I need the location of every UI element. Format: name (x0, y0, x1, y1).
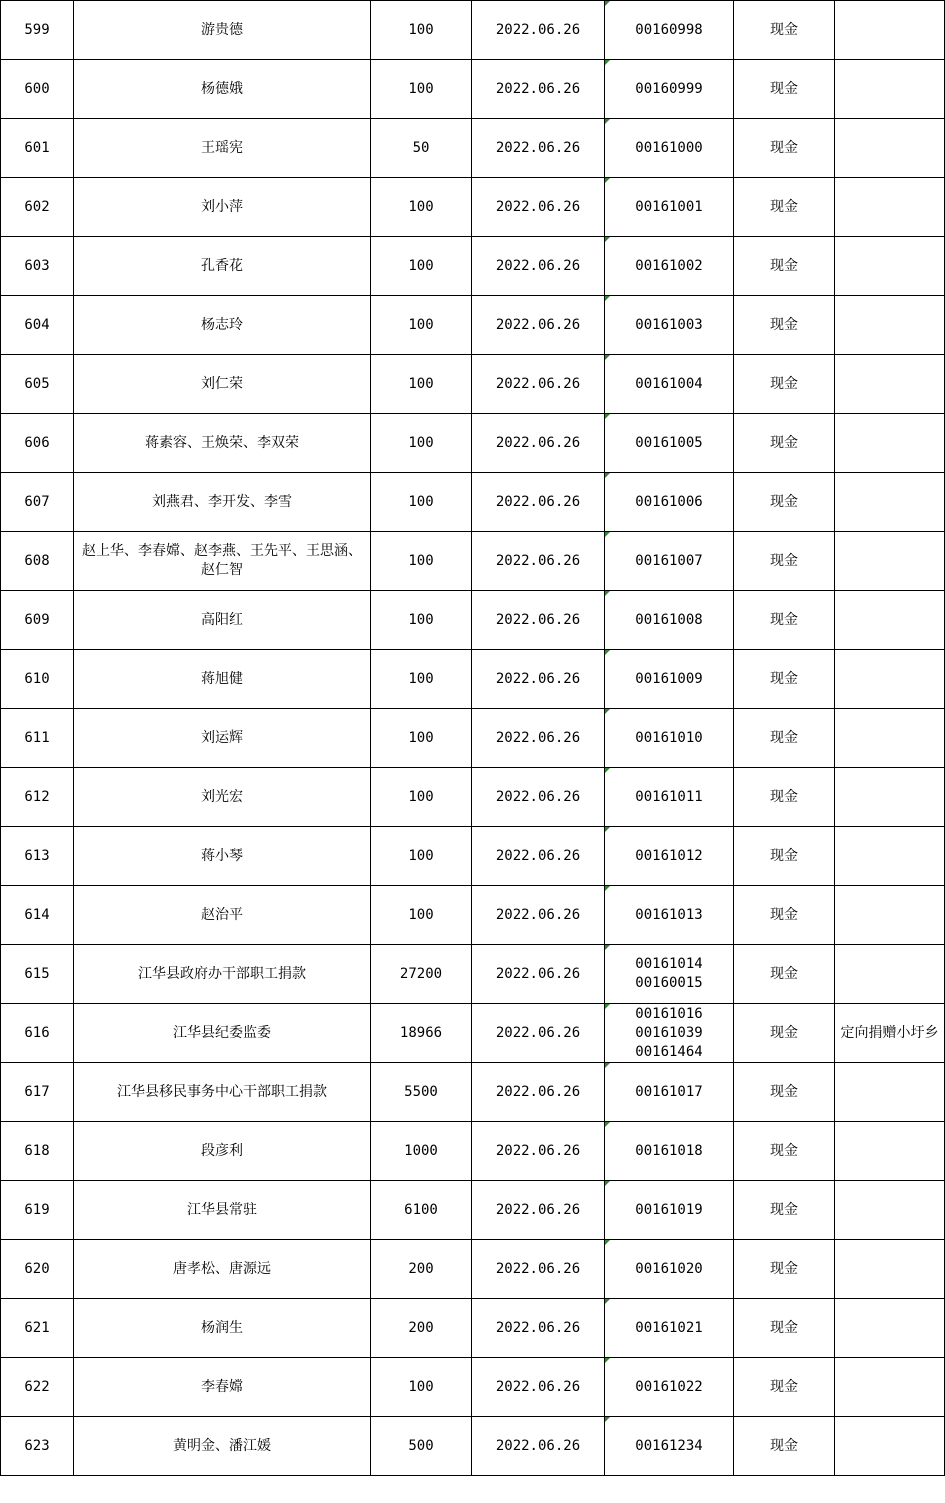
cell-donor-name[interactable]: 游贵德 (74, 1, 371, 60)
cell-receipt-number[interactable] (605, 650, 734, 709)
cell-date[interactable]: 2022.06.26 (472, 827, 605, 886)
cell-payment-method[interactable]: 现金 (734, 1122, 835, 1181)
cell-receipt-number[interactable] (605, 178, 734, 237)
cell-donor-name[interactable]: 杨德娥 (74, 60, 371, 119)
cell-date[interactable]: 2022.06.26 (472, 709, 605, 768)
cell-donor-name[interactable]: 高阳红 (74, 591, 371, 650)
cell-amount[interactable]: 100 (371, 768, 472, 827)
cell-flag-icon (605, 414, 610, 419)
cell-date[interactable]: 2022.06.26 (472, 178, 605, 237)
table-row (1, 1122, 945, 1181)
cell-flag-icon (605, 60, 610, 65)
cell-donor-name[interactable]: 蒋旭健 (74, 650, 371, 709)
cell-date[interactable]: 2022.06.26 (472, 1240, 605, 1299)
cell-receipt-number[interactable] (605, 1, 734, 60)
cell-date[interactable]: 2022.06.26 (472, 237, 605, 296)
cell-note[interactable] (835, 827, 945, 886)
receipt-line: 00161016 (635, 1005, 703, 1022)
cell-date[interactable]: 2022.06.26 (472, 945, 605, 1004)
cell-payment-method[interactable]: 现金 (734, 60, 835, 119)
receipt-line: 00160998 (635, 21, 703, 38)
cell-date[interactable]: 2022.06.26 (472, 60, 605, 119)
cell-amount[interactable]: 500 (371, 1417, 472, 1476)
receipt-line: 00161009 (635, 670, 703, 687)
cell-number[interactable]: 620 (1, 1240, 74, 1299)
table-row (1, 1063, 945, 1122)
cell-flag-icon (605, 768, 610, 773)
receipt-line: 00161007 (635, 552, 703, 569)
cell-date[interactable]: 2022.06.26 (472, 296, 605, 355)
cell-payment-method[interactable]: 现金 (734, 532, 835, 591)
receipt-line: 00161021 (635, 1319, 703, 1336)
cell-date[interactable]: 2022.06.26 (472, 886, 605, 945)
cell-donor-name[interactable]: 江华县政府办干部职工捐款 (74, 945, 371, 1004)
cell-flag-icon (605, 1, 610, 6)
receipt-line: 00161000 (635, 139, 703, 156)
receipt-line: 00160015 (635, 975, 703, 991)
table-row (1, 709, 945, 768)
cell-note[interactable] (835, 650, 945, 709)
cell-payment-method[interactable]: 现金 (734, 827, 835, 886)
cell-number[interactable]: 617 (1, 1063, 74, 1122)
cell-flag-icon (605, 945, 610, 950)
cell-number[interactable]: 601 (1, 119, 74, 178)
cell-payment-method[interactable]: 现金 (734, 237, 835, 296)
cell-payment-method[interactable]: 现金 (734, 650, 835, 709)
receipt-line: 00161001 (635, 198, 703, 215)
receipt-line: 00161039 (635, 1024, 703, 1041)
cell-note[interactable] (835, 1122, 945, 1181)
cell-note[interactable] (835, 414, 945, 473)
cell-note[interactable] (835, 1181, 945, 1240)
cell-date[interactable]: 2022.06.26 (472, 591, 605, 650)
cell-donor-name[interactable]: 杨志玲 (74, 296, 371, 355)
table-row (1, 827, 945, 886)
cell-payment-method[interactable]: 现金 (734, 414, 835, 473)
receipt-line: 00161004 (635, 375, 703, 392)
cell-note[interactable] (835, 1358, 945, 1417)
cell-date[interactable]: 2022.06.26 (472, 1, 605, 60)
cell-number[interactable]: 611 (1, 709, 74, 768)
receipt-line: 00161014 (635, 956, 703, 972)
receipt-line: 00161022 (635, 1378, 703, 1395)
receipt-line: 00161002 (635, 257, 703, 274)
cell-amount[interactable]: 100 (371, 650, 472, 709)
cell-donor-name[interactable]: 蒋素容、王焕荣、李双荣 (74, 414, 371, 473)
cell-amount[interactable]: 100 (371, 60, 472, 119)
cell-flag-icon (605, 237, 610, 242)
receipt-line: 00160999 (635, 80, 703, 97)
cell-payment-method[interactable]: 现金 (734, 355, 835, 414)
table-row (1, 237, 945, 296)
cell-date[interactable]: 2022.06.26 (472, 1358, 605, 1417)
table-row (1, 1417, 945, 1476)
cell-number[interactable]: 612 (1, 768, 74, 827)
cell-note[interactable] (835, 1299, 945, 1358)
cell-note[interactable] (835, 886, 945, 945)
receipt-line: 00161003 (635, 316, 703, 333)
cell-donor-name[interactable]: 段彦利 (74, 1122, 371, 1181)
cell-receipt-number[interactable] (605, 591, 734, 650)
cell-amount[interactable]: 100 (371, 296, 472, 355)
cell-date[interactable]: 2022.06.26 (472, 1122, 605, 1181)
cell-payment-method[interactable]: 现金 (734, 1063, 835, 1122)
cell-donor-name[interactable]: 王瑶宪 (74, 119, 371, 178)
cell-note[interactable] (835, 768, 945, 827)
cell-date[interactable]: 2022.06.26 (472, 532, 605, 591)
cell-flag-icon (605, 650, 610, 655)
cell-number[interactable]: 622 (1, 1358, 74, 1417)
table-row (1, 473, 945, 532)
receipt-line: 00161013 (635, 906, 703, 923)
cell-donor-name[interactable]: 孔香花 (74, 237, 371, 296)
cell-donor-name[interactable]: 赵上华、李春嫦、赵李燕、王先平、王思涵、赵仁智 (74, 532, 371, 591)
receipt-line: 00161005 (635, 434, 703, 451)
cell-flag-icon (605, 178, 610, 183)
cell-payment-method[interactable]: 现金 (734, 1004, 835, 1063)
cell-date[interactable]: 2022.06.26 (472, 119, 605, 178)
cell-payment-method[interactable]: 现金 (734, 119, 835, 178)
cell-receipt-number[interactable] (605, 532, 734, 591)
cell-note[interactable]: 定向捐赠小圩乡 (835, 1004, 945, 1063)
cell-flag-icon (605, 1299, 610, 1304)
cell-donor-name[interactable]: 刘仁荣 (74, 355, 371, 414)
receipt-line: 00161011 (635, 788, 703, 805)
cell-payment-method[interactable]: 现金 (734, 1240, 835, 1299)
cell-note[interactable] (835, 532, 945, 591)
receipt-line: 00161018 (635, 1142, 703, 1159)
cell-flag-icon (605, 1417, 610, 1422)
cell-donor-name[interactable]: 刘运辉 (74, 709, 371, 768)
cell-receipt-number[interactable] (605, 1004, 734, 1063)
cell-donor-name[interactable]: 唐孝松、唐源远 (74, 1240, 371, 1299)
cell-donor-name[interactable]: 杨润生 (74, 1299, 371, 1358)
cell-amount[interactable]: 5500 (371, 1063, 472, 1122)
cell-amount[interactable]: 100 (371, 709, 472, 768)
cell-note[interactable] (835, 1240, 945, 1299)
cell-date[interactable]: 2022.06.26 (472, 1299, 605, 1358)
table-row (1, 1240, 945, 1299)
cell-number[interactable]: 610 (1, 650, 74, 709)
cell-payment-method[interactable]: 现金 (734, 886, 835, 945)
cell-receipt-number[interactable] (605, 1299, 734, 1358)
cell-flag-icon (605, 1122, 610, 1127)
cell-flag-icon (605, 709, 610, 714)
cell-payment-method[interactable]: 现金 (734, 1299, 835, 1358)
cell-flag-icon (605, 886, 610, 891)
cell-flag-icon (605, 532, 610, 537)
cell-note[interactable] (835, 296, 945, 355)
cell-number[interactable]: 604 (1, 296, 74, 355)
receipt-line: 00161006 (635, 493, 703, 510)
cell-receipt-number[interactable] (605, 768, 734, 827)
cell-date[interactable]: 2022.06.26 (472, 1004, 605, 1063)
cell-number[interactable]: 605 (1, 355, 74, 414)
cell-date[interactable]: 2022.06.26 (472, 473, 605, 532)
cell-number[interactable]: 616 (1, 1004, 74, 1063)
cell-receipt-number[interactable] (605, 827, 734, 886)
cell-date[interactable]: 2022.06.26 (472, 1181, 605, 1240)
cell-note[interactable] (835, 60, 945, 119)
table-row (1, 886, 945, 945)
cell-number[interactable]: 619 (1, 1181, 74, 1240)
receipt-line: 00161010 (635, 729, 703, 746)
cell-payment-method[interactable]: 现金 (734, 178, 835, 237)
cell-flag-icon (605, 473, 610, 478)
cell-date[interactable]: 2022.06.26 (472, 355, 605, 414)
cell-amount[interactable]: 100 (371, 355, 472, 414)
cell-donor-name[interactable]: 刘燕君、李开发、李雪 (74, 473, 371, 532)
table-row (1, 591, 945, 650)
cell-donor-name[interactable]: 刘光宏 (74, 768, 371, 827)
cell-receipt-number[interactable] (605, 1240, 734, 1299)
cell-date[interactable]: 2022.06.26 (472, 414, 605, 473)
cell-amount[interactable]: 100 (371, 237, 472, 296)
cell-amount[interactable]: 1000 (371, 1122, 472, 1181)
cell-donor-name[interactable]: 李春嫦 (74, 1358, 371, 1417)
table-row (1, 1299, 945, 1358)
cell-receipt-number[interactable] (605, 1181, 734, 1240)
cell-payment-method[interactable]: 现金 (734, 296, 835, 355)
cell-receipt-number[interactable] (605, 355, 734, 414)
cell-receipt-number[interactable] (605, 1122, 734, 1181)
cell-payment-method[interactable]: 现金 (734, 1417, 835, 1476)
cell-donor-name[interactable]: 江华县常驻 (74, 1181, 371, 1240)
cell-payment-method[interactable]: 现金 (734, 591, 835, 650)
cell-note[interactable] (835, 591, 945, 650)
cell-amount[interactable]: 200 (371, 1299, 472, 1358)
cell-payment-method[interactable]: 现金 (734, 945, 835, 1004)
cell-number[interactable]: 607 (1, 473, 74, 532)
cell-amount[interactable]: 100 (371, 827, 472, 886)
cell-date[interactable]: 2022.06.26 (472, 650, 605, 709)
cell-number[interactable]: 618 (1, 1122, 74, 1181)
cell-receipt-number[interactable] (605, 945, 734, 1004)
cell-amount[interactable]: 100 (371, 591, 472, 650)
table-row (1, 414, 945, 473)
receipt-line: 00161019 (635, 1201, 703, 1218)
cell-receipt-number[interactable] (605, 709, 734, 768)
receipt-line: 00161008 (635, 611, 703, 628)
cell-number[interactable]: 623 (1, 1417, 74, 1476)
cell-receipt-number[interactable] (605, 414, 734, 473)
cell-donor-name[interactable]: 刘小萍 (74, 178, 371, 237)
cell-amount[interactable]: 100 (371, 473, 472, 532)
cell-payment-method[interactable]: 现金 (734, 473, 835, 532)
cell-payment-method[interactable]: 现金 (734, 768, 835, 827)
table-body (1, 1, 945, 1476)
table-row (1, 1181, 945, 1240)
table-row (1, 768, 945, 827)
cell-receipt-number[interactable] (605, 296, 734, 355)
cell-number[interactable]: 599 (1, 1, 74, 60)
receipt-line: 00161234 (635, 1437, 703, 1454)
cell-flag-icon (605, 591, 610, 596)
cell-note[interactable] (835, 1417, 945, 1476)
cell-receipt-number[interactable] (605, 886, 734, 945)
cell-note[interactable] (835, 945, 945, 1004)
cell-amount[interactable]: 6100 (371, 1181, 472, 1240)
cell-payment-method[interactable]: 现金 (734, 709, 835, 768)
table-row (1, 945, 945, 1004)
cell-receipt-number[interactable] (605, 1358, 734, 1417)
cell-note[interactable] (835, 473, 945, 532)
cell-flag-icon (605, 1358, 610, 1363)
cell-number[interactable]: 614 (1, 886, 74, 945)
cell-payment-method[interactable]: 现金 (734, 1181, 835, 1240)
cell-number[interactable]: 615 (1, 945, 74, 1004)
cell-flag-icon (605, 827, 610, 832)
cell-note[interactable] (835, 1, 945, 60)
cell-note[interactable] (835, 178, 945, 237)
cell-amount[interactable]: 100 (371, 1358, 472, 1417)
cell-number[interactable]: 609 (1, 591, 74, 650)
cell-receipt-number[interactable] (605, 1417, 734, 1476)
cell-note[interactable] (835, 237, 945, 296)
cell-amount[interactable]: 100 (371, 178, 472, 237)
table-row (1, 650, 945, 709)
cell-receipt-number[interactable] (605, 473, 734, 532)
cell-payment-method[interactable]: 现金 (734, 1358, 835, 1417)
cell-flag-icon (605, 119, 610, 124)
cell-note[interactable] (835, 1063, 945, 1122)
cell-number[interactable]: 600 (1, 60, 74, 119)
receipt-line: 00161012 (635, 847, 703, 864)
cell-note[interactable] (835, 119, 945, 178)
table-row (1, 1358, 945, 1417)
cell-number[interactable]: 608 (1, 532, 74, 591)
cell-number[interactable]: 621 (1, 1299, 74, 1358)
table-row (1, 178, 945, 237)
cell-flag-icon (605, 1181, 610, 1186)
table-row (1, 1, 945, 60)
cell-donor-name[interactable]: 江华县移民事务中心干部职工捐款 (74, 1063, 371, 1122)
cell-amount[interactable]: 50 (371, 119, 472, 178)
cell-receipt-number[interactable] (605, 119, 734, 178)
cell-date[interactable]: 2022.06.26 (472, 1417, 605, 1476)
cell-donor-name[interactable]: 赵治平 (74, 886, 371, 945)
cell-flag-icon (605, 1240, 610, 1245)
cell-number[interactable]: 606 (1, 414, 74, 473)
table-row (1, 60, 945, 119)
cell-donor-name[interactable]: 江华县纪委监委 (74, 1004, 371, 1063)
table-row (1, 355, 945, 414)
cell-amount[interactable]: 100 (371, 1, 472, 60)
receipt-line: 00161464 (635, 1043, 703, 1060)
cell-donor-name[interactable]: 黄明金、潘江媛 (74, 1417, 371, 1476)
receipt-line: 00161020 (635, 1260, 703, 1277)
cell-flag-icon (605, 1063, 610, 1068)
cell-amount[interactable]: 200 (371, 1240, 472, 1299)
table-row (1, 119, 945, 178)
cell-receipt-number[interactable] (605, 1063, 734, 1122)
table-row (1, 532, 945, 591)
receipt-line: 00161017 (635, 1083, 703, 1100)
cell-note[interactable] (835, 709, 945, 768)
cell-amount[interactable]: 27200 (371, 945, 472, 1004)
cell-date[interactable]: 2022.06.26 (472, 768, 605, 827)
cell-number[interactable]: 603 (1, 237, 74, 296)
cell-date[interactable]: 2022.06.26 (472, 1063, 605, 1122)
cell-donor-name[interactable]: 蒋小琴 (74, 827, 371, 886)
cell-flag-icon (605, 296, 610, 301)
cell-flag-icon (605, 1004, 610, 1009)
cell-amount[interactable]: 100 (371, 886, 472, 945)
cell-amount[interactable]: 100 (371, 414, 472, 473)
table-row (1, 296, 945, 355)
table-row (1, 1004, 945, 1063)
cell-amount[interactable]: 18966 (371, 1004, 472, 1063)
cell-receipt-number[interactable] (605, 237, 734, 296)
cell-number[interactable]: 602 (1, 178, 74, 237)
cell-amount[interactable]: 100 (371, 532, 472, 591)
cell-number[interactable]: 613 (1, 827, 74, 886)
cell-note[interactable] (835, 355, 945, 414)
cell-payment-method[interactable]: 现金 (734, 1, 835, 60)
cell-receipt-number[interactable] (605, 60, 734, 119)
cell-flag-icon (605, 355, 610, 360)
